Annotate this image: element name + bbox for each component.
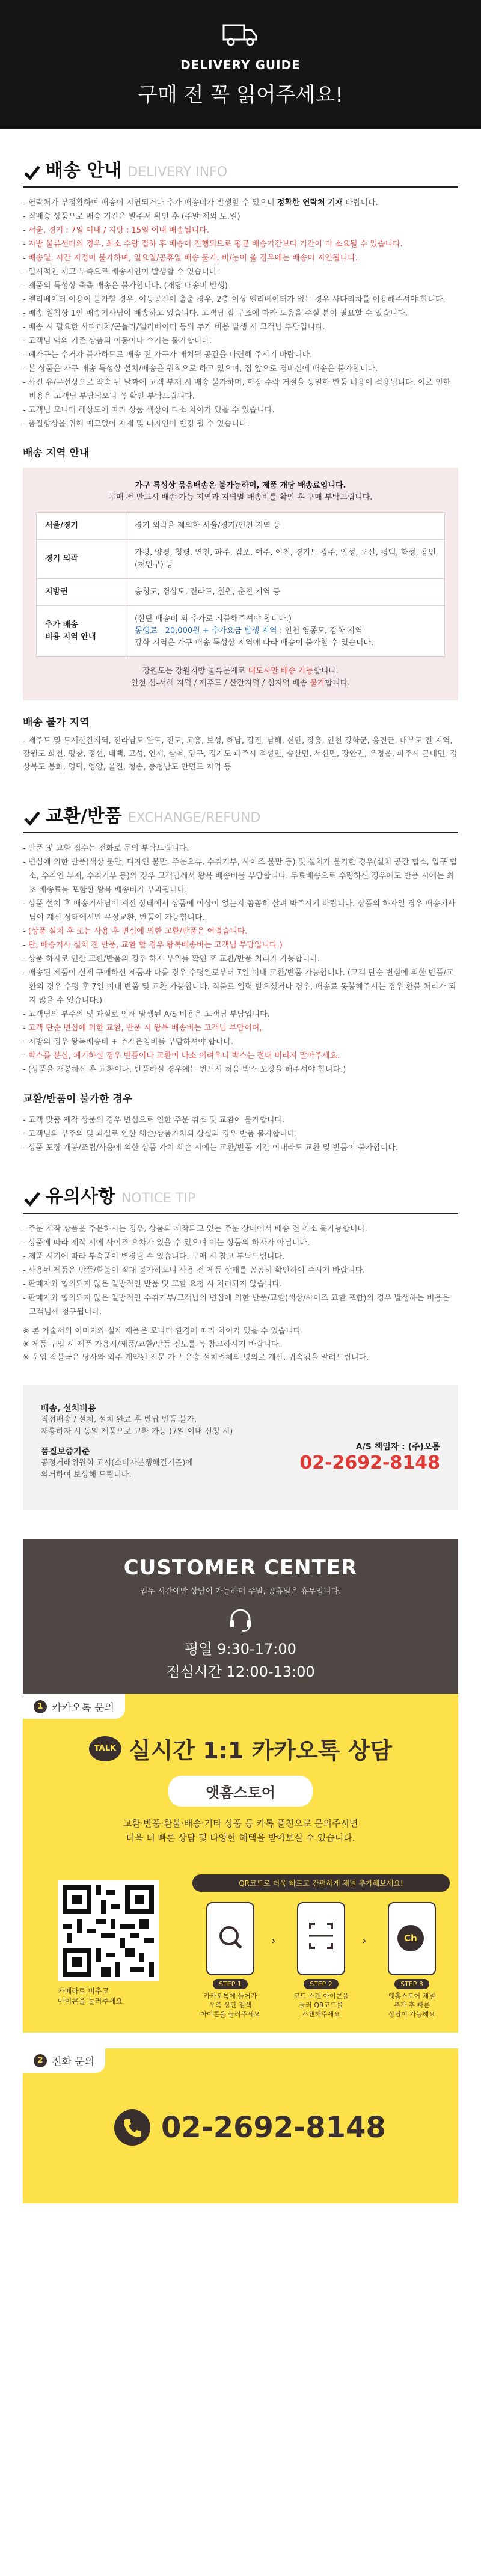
list-item: [23, 897, 458, 925]
notice-list: [23, 1222, 458, 1319]
kakao-desc-line: 더욱 더 빠른 상담 및 다양한 혜택을 받아보실 수 있습니다.: [126, 1832, 355, 1843]
list-item: [23, 210, 458, 224]
text-segment: 고객님 댁의 기존 상품의 이동이나 수거는 불가합니다.: [28, 337, 212, 346]
list-item: [23, 376, 458, 403]
delivery-header: [23, 155, 458, 188]
text-segment: 강화 지역은 가구 배송 특성상 지역에 따라 배송이 불가할 수 있습니다.: [135, 638, 374, 647]
region-row: [37, 579, 445, 606]
kakao-title-row: [23, 1732, 458, 1765]
text-segment: 배송 시 필요한 사다리차/곤돌라/엘리베이터 등의 추가 비용 발생 시 고객님 부담입니다.: [28, 323, 325, 332]
step-2-text: 코드 스캔 아이콘을 눌러 QR코드를 스캔해주세요: [293, 1992, 349, 2018]
shipping-cost-line: 재룡하자 시 동일 제품으로 교환 가능 (7일 이내 신청 시): [41, 1427, 233, 1436]
exchange-section: [0, 801, 481, 1155]
list-item: [23, 925, 458, 938]
list-item: [23, 1250, 458, 1264]
kakao-description: [23, 1816, 458, 1845]
region-note-2a: 인천 섬-서해 지역 / 제주도 / 산간지역 / 섬지역 배송: [130, 679, 310, 688]
list-item: [23, 1291, 458, 1319]
text-segment: 판매자와 협의되지 않은 일방적인 수취거부/고객님의 변심에 의한 반품/교환(색상/사이즈 교환 포함)의 경우 발생하는 비용은 고객님께 청구됩니다.: [28, 1294, 450, 1317]
region-row: [37, 540, 445, 579]
shipping-cost-title: 배송, 설치비용: [41, 1404, 96, 1413]
list-item: [23, 1113, 458, 1127]
phone-icon: [113, 2108, 152, 2147]
region-note-2b: 불가: [310, 679, 325, 688]
step-3-label: STEP 3: [394, 1979, 429, 1989]
as-phone[interactable]: 02-2692-8148: [299, 1452, 440, 1473]
list-item: [23, 320, 458, 334]
text-segment: (상품 설치 후 또는 사용 후 변심에 의한 교환/반품은 어렵습니다.: [28, 927, 248, 936]
exchange-nonreturn-subhead: 교환/반품이 불가한 경우: [23, 1093, 133, 1105]
check-icon: [23, 164, 41, 182]
step-3-text: 앳홈스토어 채널 추가 후 빠른 상담이 가능해요: [388, 1992, 435, 2018]
notice-title-en: NOTICE TIP: [121, 1191, 196, 1206]
text-segment: 충청도, 경상도, 전라도, 철원, 춘천 지역 등: [135, 587, 281, 596]
region-note-1c: 합니다.: [313, 667, 339, 676]
text-segment: 제품 시기에 따라 부속품이 변경될 수 있습니다. 구매 시 참고 부탁드립니다.: [28, 1252, 285, 1261]
warranty-title: 품질보증기준: [41, 1447, 90, 1457]
list-item: [23, 334, 458, 348]
list-item: [23, 1063, 458, 1077]
text-segment: 박스를 분실, 폐기하실 경우 반품이나 교환이 다소 어려우니 박스는 절대 버리지 말아주세요.: [28, 1051, 340, 1060]
text-segment: 직배송 상품으로 배송 기간은 발주서 확인 후 (주말 제외 토,일): [28, 212, 240, 221]
step-2: [283, 1902, 359, 2019]
shipping-cost-line: 직접배송 / 설치, 설치 완료 후 반납 반품 불가,: [41, 1415, 197, 1424]
list-item: [23, 224, 458, 237]
check-icon: [23, 1190, 41, 1208]
customer-center-sub: 업무 시간에만 상담이 가능하며 주말, 공휴일은 휴무입니다.: [139, 1587, 342, 1596]
notice-extra: [23, 1325, 458, 1365]
region-name: 추가 배송 비용 지역 안내: [37, 606, 126, 657]
headset-icon: [23, 1606, 458, 1636]
hero-title-en: DELIVERY GUIDE: [180, 58, 301, 72]
hero-banner: [0, 0, 481, 129]
list-item: [23, 362, 458, 376]
channel-icon: Ch: [397, 1925, 424, 1951]
kakao-tab-label: 카카오톡 문의: [52, 1702, 114, 1714]
text-segment: 가평, 양평, 청평, 연천, 파주, 김포, 여주, 이천, 경기도 광주, 안성, 오산, 평택, 화성, 용인 (처인구) 등: [135, 548, 436, 569]
text-segment: (산단 배송비 외 추가로 지불해주셔야 합니다.): [135, 614, 292, 623]
text-segment: 배송된 제품이 실제 구매하신 제품과 다를 경우 수령일로부터 7일 이내 교환/반품 가능합니다. (고객 단순 변심에 의한 반품/교환의 경우 수령 후 7일 이내 반품 및 교환 가능합니다. 직불로 입력 받으셨거나 경우, 배송료 동봉해주시는 경우 환불 처리가 되지 않을 수 있습니다.): [28, 968, 456, 1005]
text-segment: 엘리베이터 이용이 불가할 경우, 이동공간이 출출 경우, 2층 이상 엘리베이터가 없는 경우 사다리차를 이용해주셔야 합니다.: [28, 295, 446, 304]
as-contact: [299, 1440, 440, 1473]
text-segment: 상품 하자로 인한 교환/반품의 경우 하자 부위를 확인 후 교환/반품 처리가 가능합니다.: [28, 955, 320, 964]
delivery-title: 배송 안내: [46, 160, 122, 181]
text-segment: 지방의 경우 왕복배송비 + 추가운임비를 부담하셔야 합니다.: [28, 1038, 234, 1047]
exchange-nonreturn-list: [23, 1113, 458, 1155]
arrow-right-icon: ›: [271, 1935, 276, 1947]
list-item: [23, 842, 458, 855]
region-intro-sub: 구매 전 반드시 배송 가능 지역과 지역별 배송비를 확인 후 구매 부탁드립니다.: [108, 493, 373, 502]
text-segment: 바랍니다.: [343, 198, 378, 207]
text-segment: 주문 제작 상품을 주문하시는 경우, 상품의 제작되고 있는 주문 상태에서 배송 전 취소 불가능합니다.: [28, 1225, 368, 1234]
step-1: [192, 1902, 268, 2019]
phone-icon: [206, 1902, 254, 1975]
region-intro: [36, 480, 445, 504]
notice-extra-line: ※ 제품 구입 시 제품 가용시/제품/교환/반품 정보를 꼭 참고하시기 바랍니다.: [23, 1340, 281, 1349]
text-segment: 배송 원칙상 1인 배송기사님이 배송하고 있습니다. 고객님 집 구조에 따라 도움을 주실 분이 필요할 수 있습니다.: [28, 309, 408, 318]
text-segment: 통행료 - 20,000원 + 추가요금 발생 지역 :: [135, 626, 285, 635]
text-segment: 반품 및 교환 접수는 전화로 문의 부탁드립니다.: [28, 844, 189, 853]
lunch-hours: 점심시간 12:00-13:00: [166, 1663, 315, 1680]
kakao-title: 실시간 1:1 카카오톡 상담: [128, 1737, 393, 1764]
text-segment: 고객 맞춤 제작 상품의 경우 변심으로 인한 주문 취소 및 교환이 불가합니다.: [28, 1116, 285, 1125]
kakao-talk-icon: TALK: [89, 1736, 121, 1761]
text-segment: 상품 포장 개봉/조립/사용에 의한 상품 가치 훼손 시에는 교환/반품 기간 이내라도 교환 및 반품이 불가합니다.: [28, 1143, 398, 1152]
list-item: [23, 1035, 458, 1049]
notice-header: [23, 1181, 458, 1214]
text-segment: 서울, 경기 : 7일 이내 / 지방 : 15일 이내 배송됩니다.: [28, 226, 209, 235]
list-item: [23, 1222, 458, 1236]
step-3: [374, 1902, 450, 2019]
notice-section: [0, 1181, 481, 1365]
check-icon: [23, 809, 41, 827]
list-item: [23, 855, 458, 897]
weekday-hours: 평일 9:30-17:00: [185, 1641, 296, 1657]
text-segment: 본 상품은 가구 배송 특성상 설치/배송을 원칙으로 하고 있으며, 집 앞으로 경비실에 배송은 불가합니다.: [28, 364, 378, 373]
list-item: [23, 938, 458, 952]
text-segment: 사전 유/무선상으로 약속 된 날짜에 고객 부재 시 배송 불가하며, 현장 수락 거절을 동일한 반품 비용이 적용됩니다. 이로 인한 비용은 고객님 부담되오니 꼭 확인 부탁드립니다.: [28, 378, 451, 401]
text-segment: 상품에 따라 제작 시에 사이즈 오차가 있을 수 있으며 이는 상품의 하자가 아닙니다.: [28, 1238, 310, 1247]
exchange-header: [23, 801, 458, 833]
region-intro-bold: 가구 특성상 묶음배송은 불가능하며, 제품 개당 배송료입니다.: [135, 481, 346, 490]
region-row: [37, 513, 445, 540]
region-table: [36, 512, 445, 657]
phone-icon: [297, 1902, 345, 1975]
region-detail: [126, 540, 445, 579]
warranty-line: 공정거래위원회 고시(소비자분쟁해결기준)에: [41, 1458, 193, 1467]
region-note-1b: 대도시만 배송 가능: [248, 667, 314, 676]
customer-center-title: CUSTOMER CENTER: [123, 1556, 358, 1580]
region-detail: [126, 513, 445, 540]
qr-code-icon[interactable]: [58, 1880, 159, 1981]
text-segment: 판매자와 협의되지 않은 일방적인 반품 및 교환 요청 시 처리되지 않습니다.: [28, 1280, 283, 1289]
call-phone-row[interactable]: [113, 2108, 386, 2147]
text-segment: (상품을 개봉하신 후 교환이나, 반품하실 경우에는 반드시 처음 박스 포장을 해주셔야 합니다.): [28, 1065, 346, 1074]
list-item: [23, 966, 458, 1008]
list-item: [23, 237, 458, 251]
nodelivery-text: - 제주도 및 도서산간지역, 전라남도 완도, 진도, 고흥, 보성, 해남, 강진, 남해, 신안, 장흥, 인천 강화군, 옹진군, 대부도 전 지역, 강원도 화천, 평창, 정선, 태백, 고성, 인제, 삼척, 양구, 경기도 파주시 적성면, 송산면, 서신면, 장안면, 우정읍, 파주시 군내면, 경상북도 봉화, 영덕, 영양, 울진, 청송, 충청남도 안면도 지역 등: [23, 736, 458, 772]
list-item: [23, 348, 458, 362]
list-item: [23, 265, 458, 279]
notice-title: 유의사항: [46, 1186, 115, 1207]
kakao-tab: [23, 1694, 125, 1719]
list-item: [23, 1277, 458, 1291]
store-name-button[interactable]: 앳홈스토어: [168, 1776, 313, 1807]
list-item: [23, 1264, 458, 1277]
region-name: 서울/경기: [37, 513, 126, 540]
region-box: [23, 468, 458, 700]
step-1-text: 카카오톡에 들어가 우측 상단 검색 아이콘을 눌러주세요: [200, 1992, 260, 2018]
list-item: [23, 251, 458, 265]
list-item: [23, 1127, 458, 1141]
kakao-section: [23, 1694, 458, 2033]
text-segment: 경기 외곽을 제외한 서울/경기/인천 지역 등: [135, 521, 281, 530]
warranty-line: 의거하여 보상해 드립니다.: [41, 1470, 132, 1479]
text-segment: 고객님의 부주의 및 과실로 인해 발생된 A/S 비용은 고객님 부담입니다.: [28, 1010, 270, 1019]
qr-note: 카메라로 비추고 아이콘을 눌러주세요: [58, 1987, 123, 2005]
delivery-section: [0, 155, 481, 774]
list-item: [23, 1049, 458, 1063]
call-tab-label: 전화 문의: [52, 2056, 95, 2068]
nodelivery-subhead: 배송 불가 지역: [23, 717, 90, 729]
list-item: [23, 196, 458, 210]
text-segment: 제품의 특성상 축출 배송은 불가합니다. (개당 배송비 발생): [28, 281, 228, 290]
delivery-title-en: DELIVERY INFO: [127, 165, 228, 180]
text-segment: 정확한 연락처 기재: [277, 198, 343, 207]
info-box: [23, 1385, 458, 1510]
phone-icon: [388, 1902, 436, 1975]
text-segment: 사용된 제품은 반품/환불이 절대 불가하오니 사용 전 제품 상태를 꼼꼼히 확인하여 주시기 바랍니다.: [28, 1266, 366, 1275]
notice-extra-line: ※ 본 기술서의 이미지와 실제 제품은 모니터 환경에 따라 차이가 있을 수 있습니다.: [23, 1327, 304, 1336]
delivery-list: [23, 196, 458, 431]
list-item: [23, 952, 458, 966]
call-section: [23, 2048, 458, 2203]
text-segment: 지방 물류센터의 경우, 최소 수량 집하 후 배송이 진행되므로 평균 배송기간보다 기간이 더 소요될 수 있습니다.: [28, 240, 403, 249]
call-phone-number[interactable]: 02-2692-8148: [161, 2111, 386, 2144]
hero-title-ko: 구매 전 꼭 읽어주세요!: [138, 83, 343, 107]
text-segment: 단, 배송기사 설치 전 반품, 교환 할 경우 왕복배송비는 고객님 부담입니다.): [28, 941, 283, 950]
as-label: A/S 책임자 : (주)오롬: [355, 1442, 440, 1452]
list-item: [23, 1236, 458, 1250]
exchange-title: 교환/반품: [46, 806, 122, 827]
exchange-list: [23, 842, 458, 1077]
text-segment: 고객님의 부주의 및 과실로 인한 훼손/상품가치의 상실의 경우 반품 불가합니다.: [28, 1130, 298, 1139]
list-item: [23, 403, 458, 417]
region-note-2c: 합니다.: [325, 679, 351, 688]
list-item: [23, 307, 458, 320]
region-note: [36, 665, 445, 690]
kakao-tab-number: 1: [34, 1700, 47, 1713]
customer-center: [23, 1539, 458, 1694]
truck-icon: [0, 0, 481, 57]
text-segment: 연락처가 부정확하여 배송이 지연되거나 추가 배송비가 발생할 수 있으니: [28, 198, 277, 207]
list-item: [23, 1141, 458, 1155]
list-item: [23, 417, 458, 431]
region-subhead: 배송 지역 안내: [23, 447, 90, 459]
list-item: [23, 279, 458, 293]
text-segment: 인천 영종도, 강화 지역: [284, 626, 363, 635]
text-segment: 일시적인 재고 부족으로 배송지연이 발생할 수 있습니다.: [28, 268, 219, 277]
region-name: 지방권: [37, 579, 126, 606]
text-segment: 변심에 의한 반품(색상 불만, 디자인 불만, 주문오류, 수취거부, 사이즈 불만 등) 및 설치가 불가한 경우(설치 공간 협소, 입구 협소, 수취인 부재, 수취거부 등)의 경우 고객님께서 왕복 배송비를 부담합니다. 무료배송으로 수령하신 경우에도 반품 시에는 최초 배송료를 포함한 왕복 배송비가 부과됩니다.: [28, 858, 457, 895]
list-item: [23, 1008, 458, 1021]
call-tab-number: 2: [34, 2054, 47, 2067]
region-note-1a: 강원도는 강원지방 물류문제로: [142, 667, 248, 676]
text-segment: 고객님 모니터 해상도에 따라 상품 색상이 다소 차이가 있을 수 있습니다.: [28, 406, 275, 415]
call-tab: [23, 2048, 105, 2073]
arrow-right-icon: ›: [362, 1935, 367, 1947]
text-segment: 품질향상을 위해 예고없이 자재 및 디자인이 변경 될 수 있습니다.: [28, 420, 250, 429]
kakao-desc-line: 교환·반품·환불·배송·기타 상품 등 카톡 플친으로 문의주시면: [123, 1818, 358, 1829]
list-item: [23, 293, 458, 307]
step-2-label: STEP 2: [304, 1979, 339, 1989]
notice-extra-line: ※ 운임 작불금은 당사와 외주 계약된 전문 가구 운송 설치업체의 명의로 계산, 귀속됨을 알려드립니다.: [23, 1353, 369, 1362]
exchange-title-en: EXCHANGE/REFUND: [127, 810, 261, 825]
steps-banner: QR코드로 더욱 빠르고 간편하게 채널 추가해보세요!: [192, 1874, 450, 1892]
kakao-steps: [192, 1874, 450, 2018]
step-1-label: STEP 1: [213, 1979, 248, 1989]
text-segment: 폐가구는 수거가 불가하므로 배송 전 가구가 배치될 공간을 마련해 주시기 바랍니다.: [28, 350, 313, 359]
region-detail: [126, 579, 445, 606]
text-segment: 상품 설치 후 배송기사님이 계신 상태에서 상품에 이상이 없는지 꼼꼼히 살펴 봐주시기 바랍니다. 상품의 하자일 경우 배송기사님이 계신 상태에서만 무상교환, 반품이 가능합니다.: [28, 899, 456, 922]
text-segment: 배송일, 시간 지정이 불가하며, 일요일/공휴일 배송 불가, 비/눈이 올 경우에는 배송이 지연됩니다.: [28, 254, 358, 263]
list-item: [23, 1021, 458, 1035]
region-name: 경기 외곽: [37, 540, 126, 579]
text-segment: 고객 단순 변심에 의한 교환, 반품 시 왕복 배송비는 고객님 부담이며,: [28, 1024, 262, 1033]
region-detail: [126, 606, 445, 657]
region-row: [37, 606, 445, 657]
